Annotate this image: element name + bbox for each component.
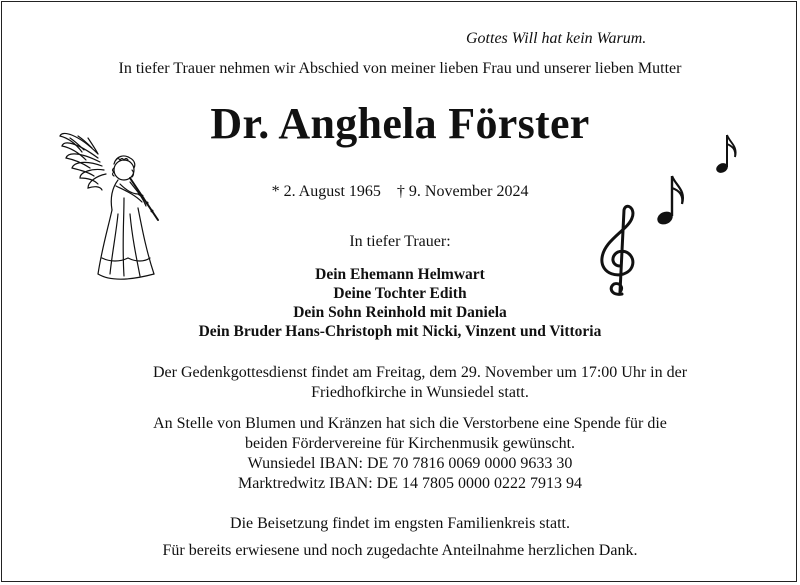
- treble-clef-icon: [594, 204, 644, 300]
- eighth-note-icon: [654, 172, 688, 228]
- donation-info: [100, 414, 720, 494]
- mourner-line: Dein Bruder Hans-Christoph mit Nicki, Vinzent und Vittoria: [198, 323, 602, 340]
- service-line: Der Gedenkgottesdienst findet am Freitag, dem 29. November um 17:00 Uhr in der: [152, 364, 688, 381]
- eighth-note-icon: [714, 132, 740, 176]
- funeral-note: Die Beisetzung findet im engsten Familienkreis statt.: [230, 515, 570, 532]
- motto: Gottes Will hat kein Warum.: [466, 30, 647, 47]
- mourner-line: Dein Ehemann Helmwart: [315, 266, 485, 283]
- intro-line: In tiefer Trauer nehmen wir Abschied von meiner lieben Frau und unserer lieben Mutter: [118, 60, 682, 77]
- service-line: Friedhofkirche in Wunsiedel statt.: [311, 384, 529, 401]
- service-info: [115, 363, 725, 403]
- mourner-line: Dein Sohn Reinhold mit Daniela: [293, 304, 507, 321]
- angel-with-flute-icon: [58, 124, 164, 288]
- mourner-line: Deine Tochter Edith: [333, 285, 467, 302]
- donation-line: An Stelle von Blumen und Kränzen hat sich die Verstorbene eine Spende für die: [153, 415, 667, 432]
- iban-marktredwitz: Marktredwitz IBAN: DE 14 7805 0000 0222 7913 94: [238, 475, 582, 492]
- life-dates: * 2. August 1965 † 9. November 2024: [271, 183, 529, 200]
- mourning-label: In tiefer Trauer:: [349, 233, 451, 250]
- thanks-note: Für bereits erwiesene und noch zugedachte Anteilnahme herzlichen Dank.: [162, 542, 638, 559]
- deceased-name: Dr. Anghela Förster: [210, 99, 590, 148]
- iban-wunsiedel: Wunsiedel IBAN: DE 70 7816 0069 0000 9633 30: [247, 455, 573, 472]
- donation-line: beiden Fördervereine für Kirchenmusik gewünscht.: [244, 435, 576, 452]
